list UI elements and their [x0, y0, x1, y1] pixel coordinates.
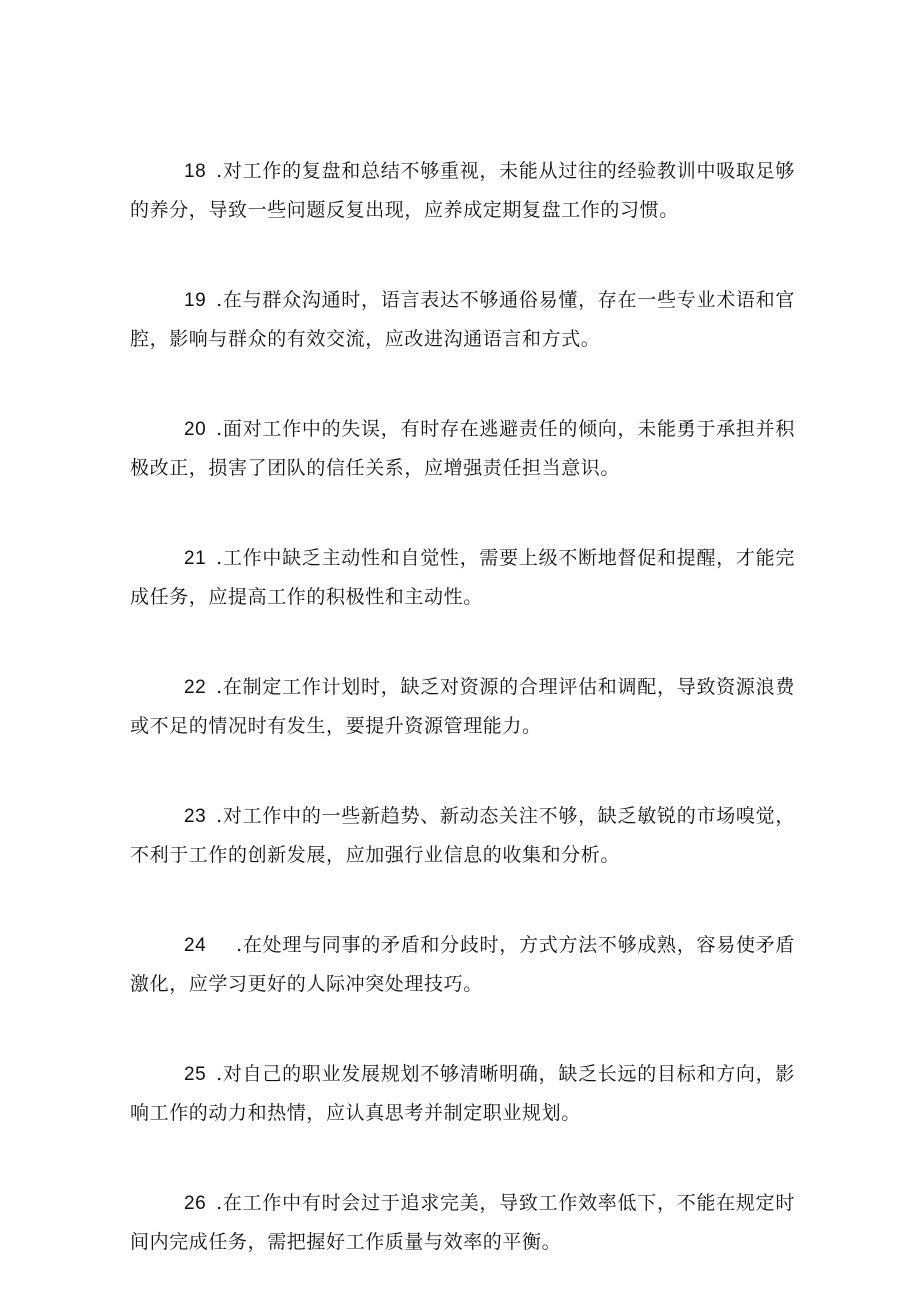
list-item — [130, 668, 795, 745]
item-number: 23 — [184, 806, 207, 827]
list-item — [130, 410, 795, 487]
list-item — [130, 926, 795, 1003]
item-number: 25 — [184, 1064, 207, 1085]
item-list — [130, 152, 795, 1313]
item-text: .对自己的职业发展规划不够清晰明确，缺乏长远的目标和方向，影响工作的动力和热情，应认真思考并制定职业规划。 — [130, 1063, 795, 1124]
item-number: 21 — [184, 548, 207, 569]
item-text: .在处理与同事的矛盾和分歧时，方式方法不够成熟，容易使矛盾激化，应学习更好的人际冲突处理技巧。 — [130, 934, 795, 995]
list-item — [130, 152, 795, 229]
item-text: .对工作的复盘和总结不够重视，未能从过往的经验教训中吸取足够的养分，导致一些问题反复出现，应养成定期复盘工作的习惯。 — [130, 160, 795, 221]
item-text: .对工作中的一些新趋势、新动态关注不够，缺乏敏锐的市场嗅觉，不利于工作的创新发展，应加强行业信息的收集和分析。 — [130, 805, 795, 866]
item-number: 26 — [184, 1193, 207, 1214]
item-number: 19 — [184, 290, 207, 311]
item-text: .在与群众沟通时，语言表达不够通俗易懂，存在一些专业术语和官腔，影响与群众的有效交流，应改进沟通语言和方式。 — [130, 289, 795, 350]
item-text: .在工作中有时会过于追求完美，导致工作效率低下，不能在规定时间内完成任务，需把握好工作质量与效率的平衡。 — [130, 1192, 795, 1253]
list-item — [130, 1184, 795, 1261]
item-text: .在制定工作计划时，缺乏对资源的合理评估和调配，导致资源浪费或不足的情况时有发生，要提升资源管理能力。 — [130, 676, 795, 737]
list-item — [130, 797, 795, 874]
item-number: 20 — [184, 419, 207, 440]
list-item — [130, 281, 795, 358]
list-item — [130, 539, 795, 616]
list-item — [130, 1055, 795, 1132]
item-text: .面对工作中的失误，有时存在逃避责任的倾向，未能勇于承担并积极改正，损害了团队的信任关系，应增强责任担当意识。 — [130, 418, 795, 479]
item-number: 24 — [184, 935, 207, 956]
item-number: 18 — [184, 161, 207, 182]
item-text: .工作中缺乏主动性和自觉性，需要上级不断地督促和提醒，才能完成任务，应提高工作的积极性和主动性。 — [130, 547, 795, 608]
item-number: 22 — [184, 677, 207, 698]
